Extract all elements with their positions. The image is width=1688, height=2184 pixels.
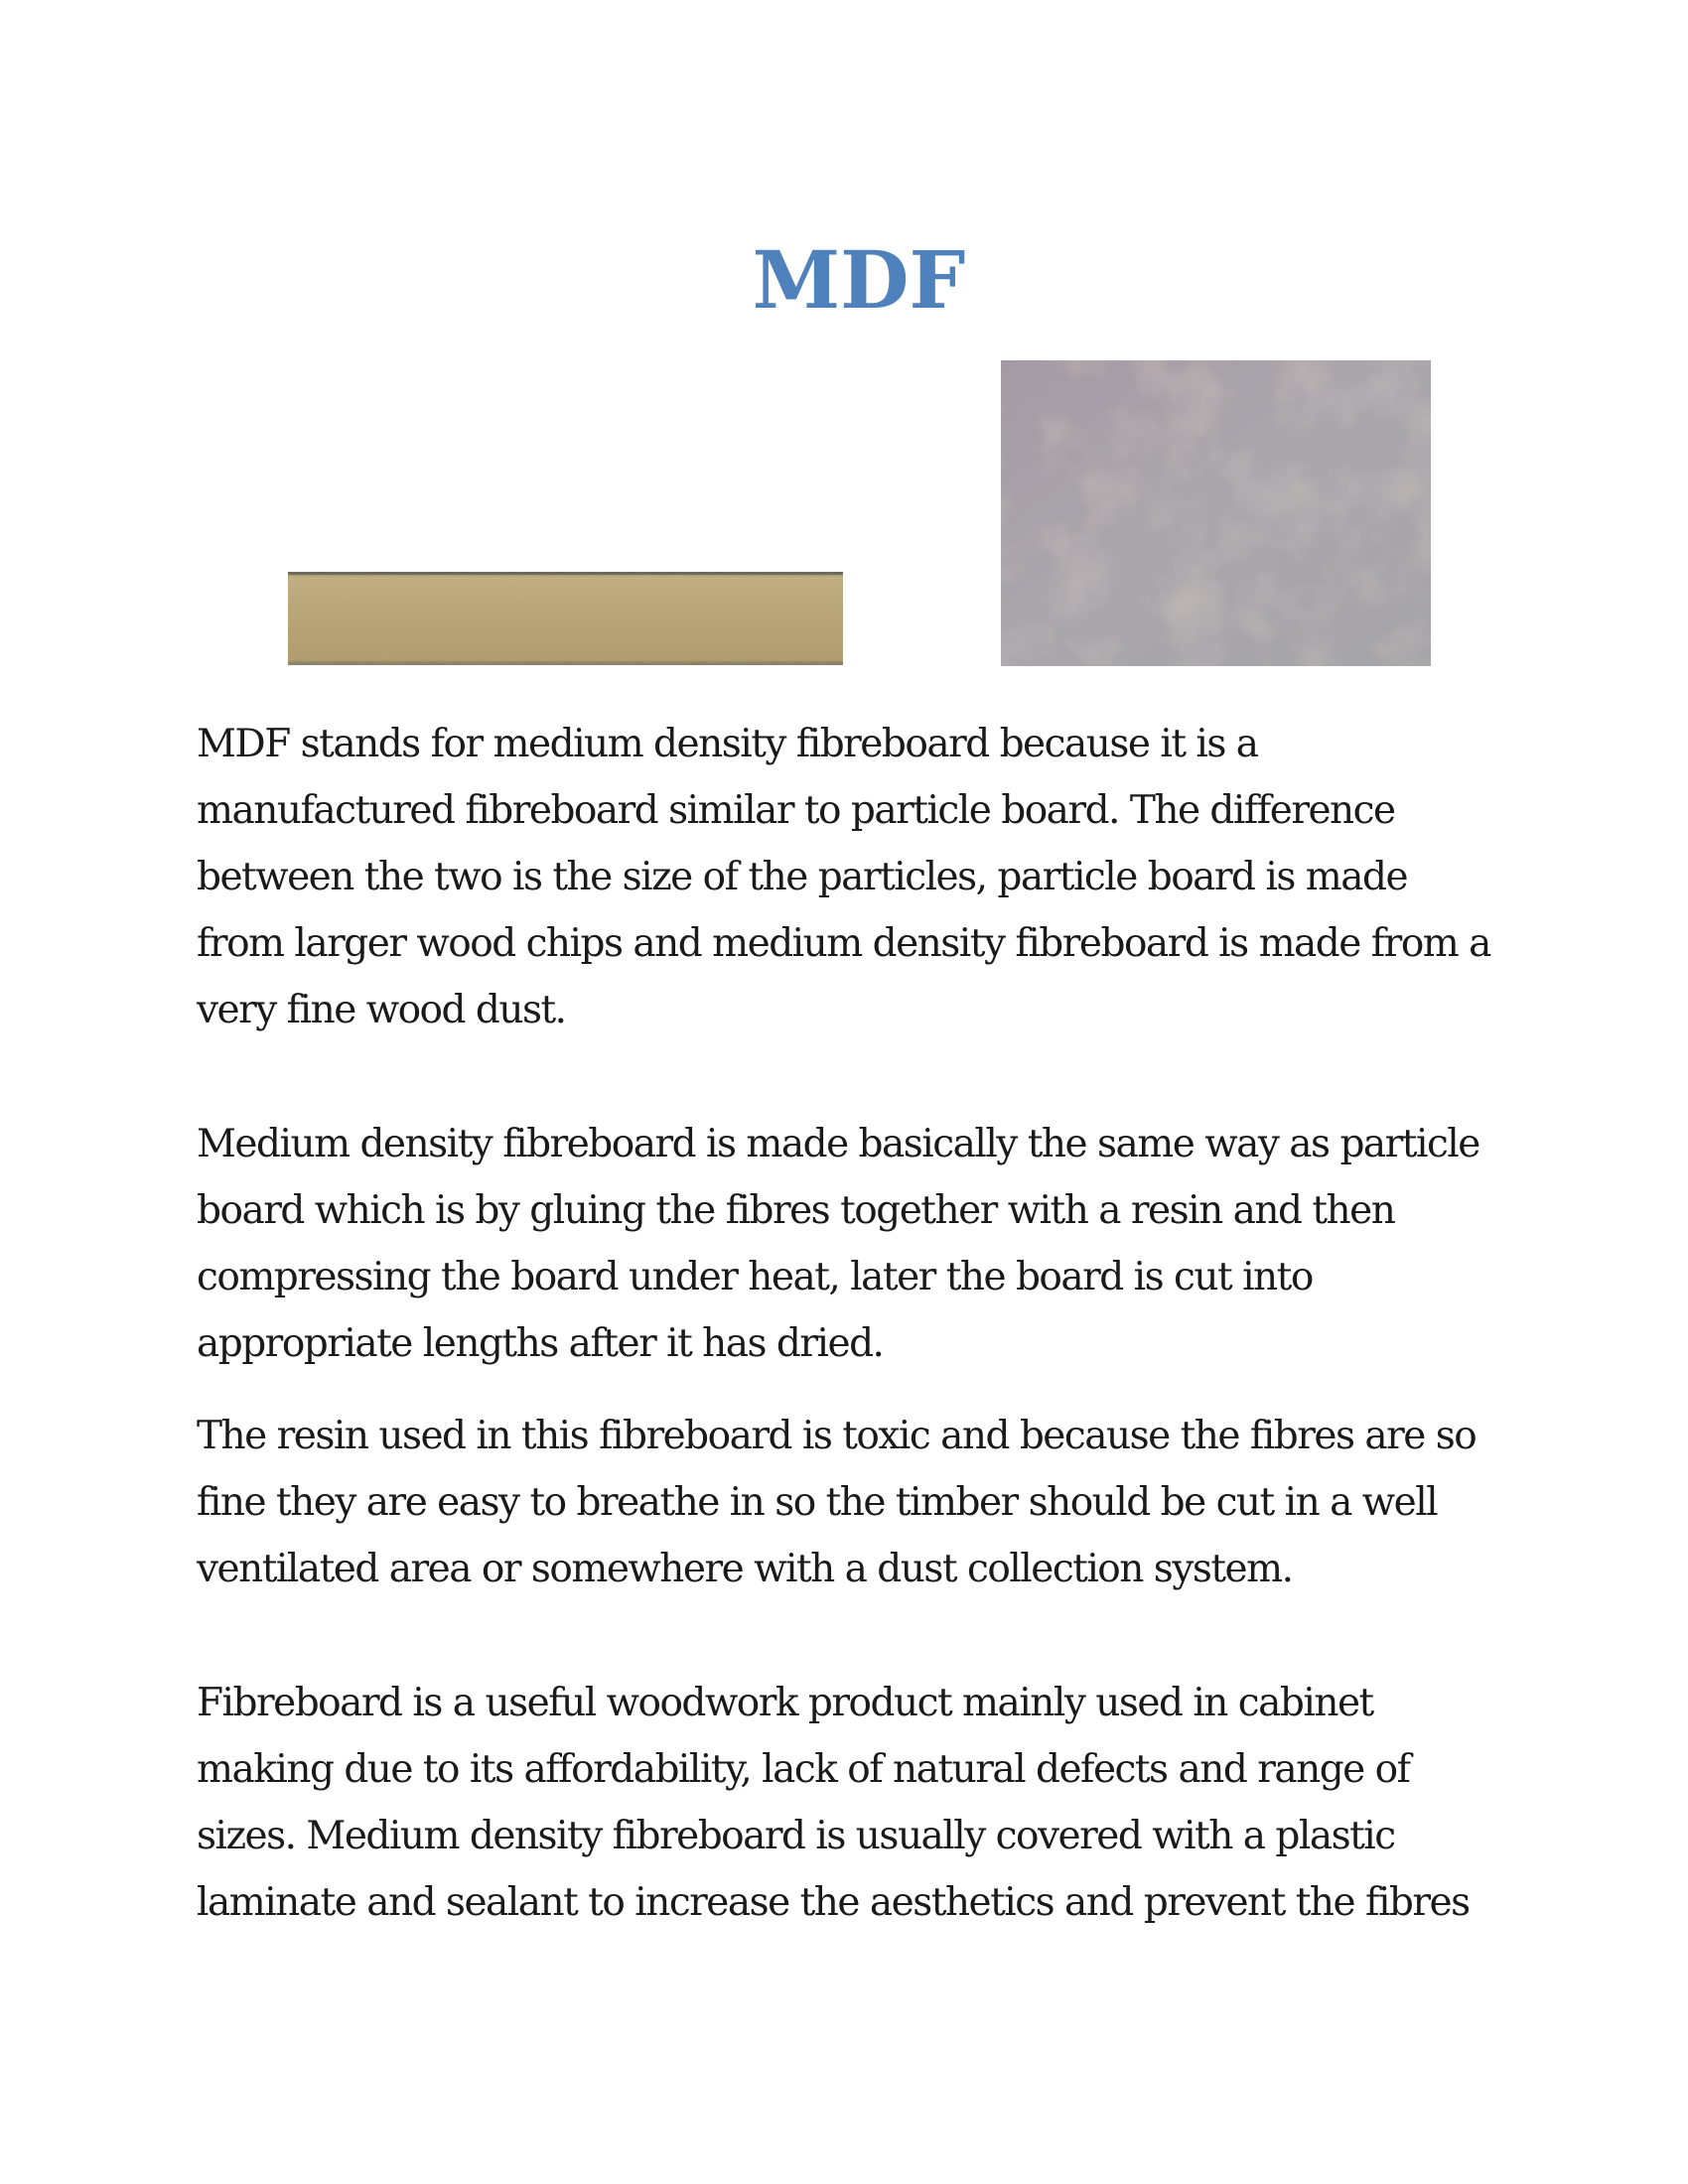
paragraph-line: between the two is the size of the particles, particle board is made — [197, 855, 1408, 899]
paragraph-line: Fibreboard is a useful woodwork product mainly used in cabinet — [197, 1681, 1373, 1725]
mdf-edge-photo — [288, 572, 843, 665]
paragraph-line: board which is by gluing the fibres together with a resin and then — [197, 1188, 1395, 1233]
paragraph-line: MDF stands for medium density fibreboard because it is a — [197, 722, 1258, 766]
paragraph-2 — [197, 1111, 1547, 1377]
paragraph-line: manufactured fibreboard similar to particle board. The difference — [197, 788, 1395, 833]
paragraph-line: making due to its affordability, lack of natural defects and range of — [197, 1747, 1410, 1792]
paragraph-line: fine they are easy to breathe in so the timber should be cut in a well — [197, 1480, 1438, 1525]
paragraph-line: Medium density fibreboard is made basically the same way as particle — [197, 1122, 1479, 1166]
paragraph-1 — [197, 711, 1547, 1043]
paragraph-4 — [197, 1670, 1547, 1936]
paragraph-line: sizes. Medium density fibreboard is usually covered with a plastic — [197, 1814, 1395, 1858]
paragraph-line: from larger wood chips and medium density fibreboard is made from a — [197, 921, 1490, 966]
paragraph-line: ventilated area or somewhere with a dust collection system. — [197, 1547, 1293, 1591]
paragraph-3 — [197, 1403, 1547, 1602]
paragraph-line: appropriate lengths after it has dried. — [197, 1321, 884, 1366]
paragraph-line: The resin used in this fibreboard is toxic and because the fibres are so — [197, 1414, 1477, 1458]
paragraph-line: laminate and sealant to increase the aesthetics and prevent the fibres — [197, 1880, 1470, 1925]
paragraph-line: very fine wood dust. — [197, 988, 566, 1032]
page-title: MDF — [752, 233, 966, 327]
paragraph-line: compressing the board under heat, later the board is cut into — [197, 1255, 1313, 1299]
mdf-face-photo — [1001, 360, 1431, 666]
